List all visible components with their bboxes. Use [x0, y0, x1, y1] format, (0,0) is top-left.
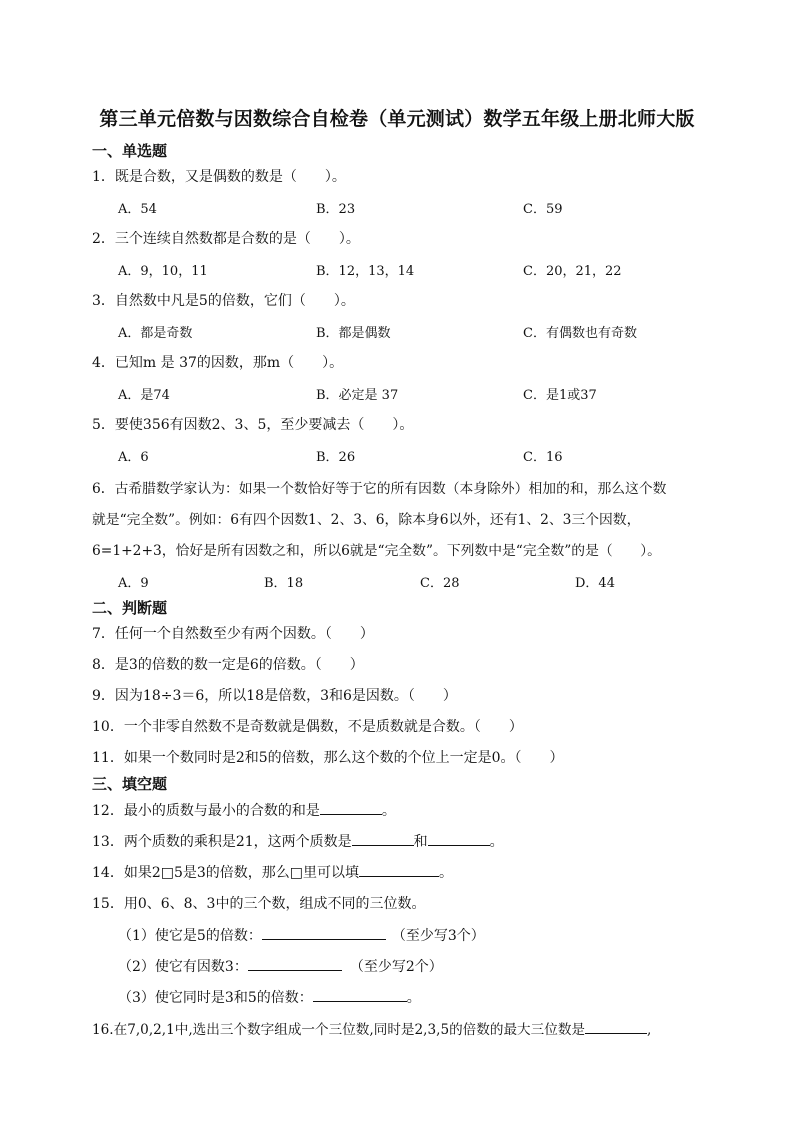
q15-p1-note: （至少写3个）: [391, 928, 485, 944]
q12-text: 12．最小的质数与最小的合数的和是: [92, 803, 320, 819]
question-7: 7．任何一个自然数至少有两个因数。（ ）: [92, 626, 374, 642]
question-9: 9．因为18÷3＝6，所以18是倍数，3和6是因数。（ ）: [92, 688, 457, 704]
q3-option-c: C．有偶数也有奇数: [523, 326, 637, 341]
q3-option-a: A．都是奇数: [118, 326, 193, 341]
question-3: 3．自然数中凡是5的倍数，它们（ ）。: [92, 293, 355, 309]
q6-option-a: A．9: [118, 576, 149, 591]
section-heading-true-false: 二、判断题: [92, 599, 168, 617]
q14-text: 14．如果2□5是3的倍数，那么□里可以填: [92, 865, 359, 881]
question-13: [92, 831, 504, 851]
q2-option-b: B．12，13，14: [316, 264, 415, 279]
question-14: [92, 862, 453, 882]
q12-end: 。: [381, 803, 396, 819]
question-10: 10．一个非零自然数不是奇数就是偶数，不是质数就是合数。（ ）: [92, 719, 523, 735]
q14-end: 。: [439, 865, 453, 881]
q6-option-b: B．18: [264, 576, 304, 591]
answer-blank[interactable]: [248, 956, 342, 971]
section-heading-fill-blank: 三、填空题: [92, 775, 168, 793]
q15-p1-text: （1）使它是5的倍数：: [118, 928, 262, 944]
q16-text: 16.在7,0,2,1中,选出三个数字组成一个三位数,同时是2,3,5的倍数的最大三位数是: [92, 1022, 586, 1038]
q2-option-c: C．20，21，22: [523, 264, 622, 279]
q4-option-b: B．必定是 37: [316, 388, 399, 403]
question-15-part-1: [118, 925, 485, 945]
question-16: [92, 1018, 651, 1038]
q16-end: ,: [647, 1022, 652, 1038]
question-15: 15．用0、6、8、3中的三个数，组成不同的三位数。: [92, 896, 426, 912]
question-15-part-3: [118, 987, 421, 1007]
answer-blank[interactable]: [320, 800, 382, 815]
q1-option-a: A．54: [118, 202, 157, 217]
q13-text: 13．两个质数的乘积是21，这两个质数是: [92, 834, 352, 850]
answer-blank[interactable]: [262, 925, 386, 940]
question-6-line-2: 就是“完全数”。例如：6有四个因数1、2、3、6，除本身6以外，还有1、2、3三个因数，: [92, 512, 641, 528]
q15-p3-text: （3）使它同时是3和5的倍数：: [118, 990, 313, 1006]
page-title: 第三单元倍数与因数综合自检卷（单元测试）数学五年级上册北师大版: [99, 108, 695, 130]
q15-p2-text: （2）使它有因数3：: [118, 959, 248, 975]
q1-option-c: C．59: [523, 202, 563, 217]
q4-option-c: C．是1或37: [523, 388, 597, 403]
question-8: 8．是3的倍数的数一定是6的倍数。（ ）: [92, 657, 364, 673]
q6-option-d: D．44: [575, 576, 615, 591]
q4-option-a: A．是74: [118, 388, 170, 403]
answer-blank[interactable]: [585, 1019, 647, 1034]
q3-option-b: B．都是偶数: [316, 326, 391, 341]
q2-option-a: A．9，10，11: [118, 264, 208, 279]
answer-blank[interactable]: [313, 987, 407, 1002]
q13-end: 。: [489, 834, 504, 850]
q15-p3-end: 。: [406, 990, 421, 1006]
answer-blank[interactable]: [428, 831, 490, 846]
q6-option-c: C．28: [420, 576, 460, 591]
q5-option-a: A．6: [118, 450, 149, 465]
q15-p2-note: （至少写2个）: [349, 959, 443, 975]
question-6-line-3: 6=1+2+3，恰好是所有因数之和，所以6就是“完全数”。下列数中是“完全数”的是（ ）。: [92, 543, 661, 559]
question-4: 4．已知m 是 37的因数，那m（ ）。: [92, 355, 344, 371]
question-6-line-1: 6．古希腊数学家认为：如果一个数恰好等于它的所有因数（本身除外）相加的和，那么这个数: [92, 481, 667, 497]
q1-option-b: B．23: [316, 202, 356, 217]
q5-option-c: C．16: [523, 450, 563, 465]
question-12: [92, 800, 396, 820]
q5-option-b: B．26: [316, 450, 356, 465]
section-heading-single-choice: 一、单选题: [92, 142, 168, 160]
question-11: 11．如果一个数同时是2和5的倍数，那么这个数的个位上一定是0。（ ）: [92, 750, 564, 766]
q13-and: 和: [413, 834, 428, 850]
question-2: 2．三个连续自然数都是合数的是（ ）。: [92, 231, 360, 247]
answer-blank[interactable]: [359, 862, 439, 877]
question-15-part-2: [118, 956, 443, 976]
question-1: 1．既是合数，又是偶数的数是（ ）。: [92, 169, 346, 185]
answer-blank[interactable]: [352, 831, 414, 846]
question-5: 5．要使356有因数2、3、5，至少要减去（ ）。: [92, 417, 414, 433]
